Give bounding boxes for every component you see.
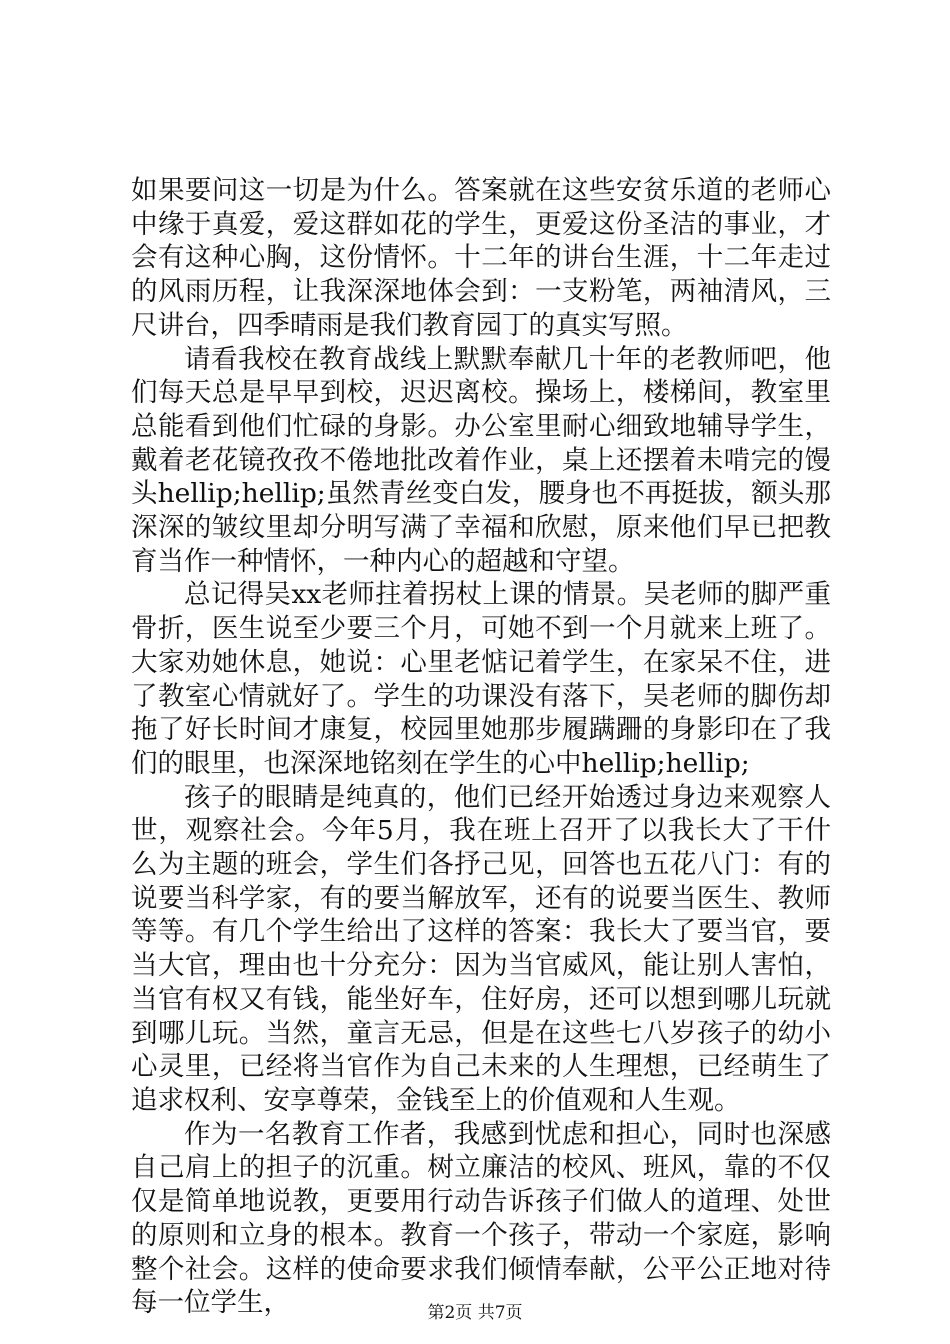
paragraph: 请看我校在教育战线上默默奉献几十年的老教师吧，他们每天总是早早到校，迟迟离校。操场上，楼梯间，教室里总能看到他们忙碌的身影。办公室里耐心细致地辅导学生，戴着老花镜孜孜不倦地批改着作业，桌上还摆着未啃完的馒头hellip;hellip;虽然青丝变白发，腰身也不再挺拔，额头那深深的皱纹里却分明写满了幸福和欣慰，原来他们早已把教育当作一种情怀，一种内心的超越和守望。 (131, 343, 831, 577)
paragraph: 总记得吴xx老师拄着拐杖上课的情景。吴老师的脚严重骨折，医生说至少要三个月，可她不到一个月就来上班了。大家劝她休息，她说：心里老惦记着学生，在家呆不住，进了教室心情就好了。学生的功课没有落下，吴老师的脚伤却拖了好长时间才康复，校园里她那步履蹒跚的身影印在了我们的眼里，也深深地铭刻在学生的心中hellip;hellip; (131, 579, 831, 779)
page-number-footer: 第2页 共7页 (427, 1303, 523, 1323)
document-body (131, 174, 831, 1320)
paragraph: 孩子的眼睛是纯真的，他们已经开始透过身边来观察人世，观察社会。今年5月，我在班上召开了以我长大了干什么为主题的班会，学生们各抒己见，回答也五花八门：有的说要当科学家，有的要当解放军，还有的说要当医生、教师等等。有几个学生给出了这样的答案：我长大了要当官，要当大官，理由也十分充分：因为当官威风，能让别人害怕，当官有权又有钱，能坐好车，住好房，还可以想到哪儿玩就到哪儿玩。当然，童言无忌，但是在这些七八岁孩子的幼小心灵里，已经将当官作为自己未来的人生理想，已经萌生了追求权利、安享尊荣，金钱至上的价值观和人生观。 (131, 781, 831, 1116)
paragraph: 作为一名教育工作者，我感到忧虑和担心，同时也深感自己肩上的担子的沉重。树立廉洁的校风、班风，靠的不仅仅是简单地说教，更要用行动告诉孩子们做人的道理、处世的原则和立身的根本。教育一个孩子，带动一个家庭，影响整个社会。这样的使命要求我们倾情奉献，公平公正地对待每一位学生， (131, 1118, 831, 1319)
paragraph: 如果要问这一切是为什么。答案就在这些安贫乐道的老师心中缘于真爱，爱这群如花的学生，更爱这份圣洁的事业，才会有这种心胸，这份情怀。十二年的讲台生涯，十二年走过的风雨历程，让我深深地体会到：一支粉笔，两袖清风，三尺讲台，四季晴雨是我们教育园丁的真实写照。 (131, 175, 831, 341)
